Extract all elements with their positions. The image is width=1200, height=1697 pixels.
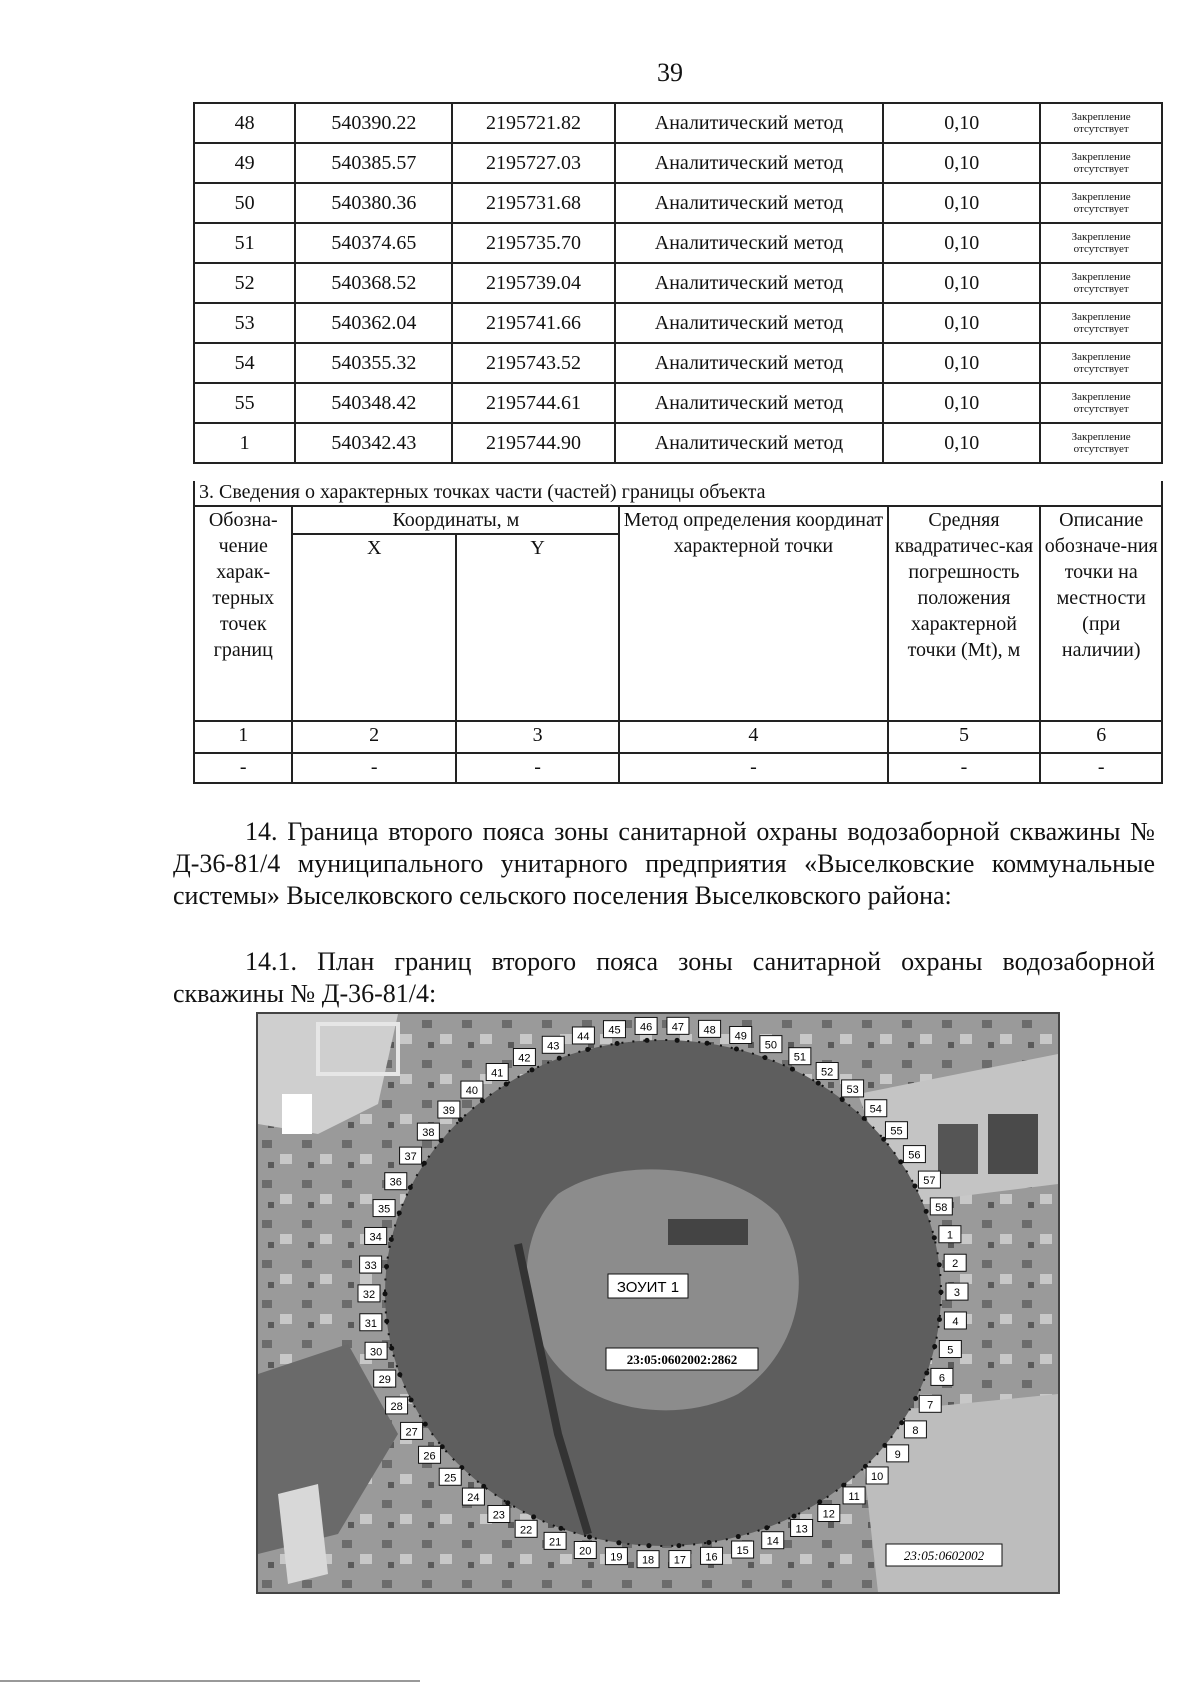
- header-y: Y: [456, 534, 619, 721]
- page-number: 39: [657, 58, 683, 87]
- point-label: 28: [390, 1400, 403, 1413]
- table-row: [194, 383, 1162, 423]
- point-label: 14: [766, 1535, 779, 1548]
- point-label: 21: [548, 1536, 562, 1549]
- cell-y: 2195744.90: [452, 423, 614, 463]
- boundary-point: [504, 1082, 509, 1087]
- boundary-point: [937, 1262, 942, 1267]
- boundary-point: [558, 1526, 563, 1531]
- boundary-point: [557, 1056, 562, 1061]
- cell-num: 1: [194, 423, 295, 463]
- cell-desc: Закрепление отсутствует: [1040, 223, 1162, 263]
- point-label: 57: [923, 1175, 936, 1188]
- boundary-point: [899, 1420, 904, 1425]
- boundary-point: [790, 1067, 795, 1072]
- boundary-point: [389, 1346, 394, 1351]
- point-label: 25: [444, 1472, 457, 1485]
- cell-desc: Закрепление отсутствует: [1040, 343, 1162, 383]
- cell-y: 2195744.61: [452, 383, 614, 423]
- boundary-point: [913, 1396, 918, 1401]
- cell-mt: 0,10: [883, 343, 1040, 383]
- boundary-point: [505, 1500, 510, 1505]
- boundary-point: [389, 1237, 394, 1242]
- empty-cell: -: [888, 753, 1041, 783]
- cell-x: 540385.57: [295, 143, 452, 183]
- boundary-point: [423, 1422, 428, 1427]
- table-row: [194, 103, 1162, 143]
- cell-x: 540348.42: [295, 383, 452, 423]
- cell-x: 540380.36: [295, 183, 452, 223]
- boundary-point: [705, 1041, 710, 1046]
- cell-num: 51: [194, 223, 295, 263]
- cell-y: 2195721.82: [452, 103, 614, 143]
- point-label: 3: [953, 1287, 961, 1300]
- point-label: 2: [952, 1258, 959, 1271]
- boundary-point: [587, 1535, 592, 1540]
- cell-num: 49: [194, 143, 295, 183]
- point-label: 24: [467, 1492, 480, 1505]
- cell-desc: Закрепление отсутствует: [1040, 143, 1162, 183]
- boundary-point: [531, 1514, 536, 1519]
- table-row: [194, 343, 1162, 383]
- boundary-point: [706, 1540, 711, 1545]
- cell-x: 540342.43: [295, 423, 452, 463]
- cell-desc: Закрепление отсутствует: [1040, 263, 1162, 303]
- cell-method: Аналитический метод: [615, 303, 884, 343]
- cell-mt: 0,10: [883, 183, 1040, 223]
- paragraph-14: [173, 816, 1155, 912]
- point-label: 4: [952, 1315, 959, 1328]
- point-label: 23: [492, 1509, 505, 1522]
- boundary-point: [840, 1097, 845, 1102]
- header-x: X: [292, 534, 455, 721]
- point-label: 41: [491, 1067, 504, 1080]
- cell-desc: Закрепление отсутствует: [1040, 383, 1162, 423]
- empty-cell: -: [1040, 753, 1162, 783]
- point-label: 19: [610, 1551, 623, 1564]
- boundary-point: [383, 1291, 388, 1296]
- cell-desc: Закрепление отсутствует: [1040, 183, 1162, 223]
- point-label: 30: [369, 1346, 383, 1359]
- boundary-point: [529, 1067, 534, 1072]
- table-row: [194, 303, 1162, 343]
- boundary-point: [932, 1235, 937, 1240]
- boundary-map: [256, 1012, 1060, 1594]
- point-label: 27: [405, 1426, 418, 1439]
- cell-y: 2195741.66: [452, 303, 614, 343]
- boundary-point: [924, 1370, 929, 1375]
- header-mt: Средняя квадратичес-кая погрешность положения характерной точки (Mt), м: [888, 506, 1041, 721]
- column-number: 1: [194, 721, 292, 753]
- column-number: 3: [456, 721, 619, 753]
- cell-num: 54: [194, 343, 295, 383]
- boundary-point: [409, 1397, 414, 1402]
- point-label: 40: [465, 1085, 479, 1098]
- paragraph-14-text: 14. Граница второго пояса зоны санитарной охраны водозаборной скважины № Д-36-81/4 муниципального унитарного предприятия «Выселковские коммунальные системы» Выселковского сельского поселения Выселковского района:: [173, 817, 1155, 910]
- point-label: 37: [404, 1151, 417, 1164]
- point-label: 6: [938, 1372, 945, 1385]
- point-label: 35: [377, 1203, 391, 1216]
- cell-num: 50: [194, 183, 295, 223]
- cell-mt: 0,10: [883, 303, 1040, 343]
- point-label: 26: [423, 1450, 436, 1463]
- point-label: 5: [947, 1344, 954, 1357]
- point-label: 34: [369, 1231, 382, 1244]
- boundary-point: [585, 1047, 590, 1052]
- cell-method: Аналитический метод: [615, 223, 884, 263]
- boundary-point: [397, 1372, 402, 1377]
- cell-y: 2195743.52: [452, 343, 614, 383]
- column-number: 4: [619, 721, 887, 753]
- boundary-point: [480, 1098, 485, 1103]
- header-method: Метод определения координат характерной точки: [619, 506, 887, 721]
- cell-num: 53: [194, 303, 295, 343]
- cell-mt: 0,10: [883, 423, 1040, 463]
- cell-method: Аналитический метод: [615, 183, 884, 223]
- boundary-point: [734, 1046, 739, 1051]
- boundary-point: [384, 1264, 389, 1269]
- boundary-point: [932, 1344, 937, 1349]
- column-number: 2: [292, 721, 455, 753]
- point-label: 13: [795, 1523, 808, 1536]
- cell-num: 55: [194, 383, 295, 423]
- quarter-label: 23:05:0602002: [903, 1548, 985, 1563]
- cell-method: Аналитический метод: [615, 143, 884, 183]
- point-label: 48: [703, 1024, 716, 1037]
- boundary-point: [912, 1184, 917, 1189]
- point-label: 55: [890, 1125, 903, 1138]
- cell-mt: 0,10: [883, 383, 1040, 423]
- point-label: 53: [846, 1083, 859, 1096]
- cell-y: 2195731.68: [452, 183, 614, 223]
- column-number: 5: [888, 721, 1041, 753]
- boundary-point: [898, 1159, 903, 1164]
- point-label: 47: [671, 1021, 685, 1034]
- table-row: [194, 143, 1162, 183]
- zone-label: ЗОУИТ 1: [616, 1279, 680, 1296]
- boundary-point: [675, 1038, 680, 1043]
- table-row: [194, 263, 1162, 303]
- section3-title: 3. Сведения о характерных точках части (частей) границы объекта: [193, 481, 1163, 505]
- boundary-point: [937, 1317, 942, 1322]
- boundary-point: [615, 1041, 620, 1046]
- point-label: 54: [869, 1103, 882, 1116]
- empty-cell: -: [456, 753, 619, 783]
- point-label: 18: [641, 1554, 655, 1567]
- boundary-point: [408, 1185, 413, 1190]
- cell-desc: Закрепление отсутствует: [1040, 103, 1162, 143]
- boundary-point: [645, 1038, 650, 1043]
- cell-num: 52: [194, 263, 295, 303]
- boundary-point: [616, 1540, 621, 1545]
- point-label: 56: [908, 1149, 921, 1162]
- boundary-point: [763, 1055, 768, 1060]
- boundary-point: [736, 1534, 741, 1539]
- cell-method: Аналитический метод: [615, 263, 884, 303]
- point-label: 46: [639, 1021, 653, 1034]
- table-row: [194, 183, 1162, 223]
- cell-mt: 0,10: [883, 103, 1040, 143]
- cell-method: Аналитический метод: [615, 343, 884, 383]
- cell-x: 540374.65: [295, 223, 452, 263]
- cell-x: 540390.22: [295, 103, 452, 143]
- point-label: 1: [946, 1229, 953, 1242]
- paragraph-14-1-text: 14.1. План границ второго пояса зоны санитарной охраны водозаборной скважины № Д-36-81/4:: [173, 947, 1155, 1008]
- point-label: 31: [364, 1317, 377, 1330]
- boundary-point: [764, 1525, 769, 1530]
- cell-method: Аналитический метод: [615, 383, 884, 423]
- point-label: 45: [608, 1024, 621, 1037]
- point-label: 43: [547, 1040, 560, 1053]
- cell-mt: 0,10: [883, 143, 1040, 183]
- paragraph-14-1: [173, 946, 1155, 1010]
- boundary-point: [397, 1211, 402, 1216]
- point-label: 22: [520, 1524, 533, 1537]
- empty-cell: -: [194, 753, 292, 783]
- point-label: 15: [736, 1545, 749, 1558]
- point-label: 29: [378, 1374, 391, 1387]
- table-row: [194, 223, 1162, 263]
- cell-x: 540355.32: [295, 343, 452, 383]
- boundary-point: [938, 1290, 943, 1295]
- cell-y: 2195739.04: [452, 263, 614, 303]
- point-label: 16: [705, 1551, 718, 1564]
- boundary-point: [422, 1161, 427, 1166]
- point-label: 49: [734, 1030, 747, 1043]
- cell-num: 48: [194, 103, 295, 143]
- point-label: 38: [422, 1127, 435, 1140]
- point-label: 7: [927, 1399, 934, 1412]
- cell-mt: 0,10: [883, 223, 1040, 263]
- boundary-point: [924, 1209, 929, 1214]
- point-label: 39: [442, 1105, 456, 1118]
- point-label: 58: [935, 1201, 948, 1214]
- boundary-point: [676, 1543, 681, 1548]
- parts-table: [193, 505, 1163, 784]
- point-label: 20: [579, 1545, 592, 1558]
- map-image: [258, 1014, 1058, 1592]
- footer-rule: [0, 1680, 420, 1682]
- point-label: 42: [518, 1052, 531, 1065]
- cell-y: 2195735.70: [452, 223, 614, 263]
- point-label: 9: [894, 1448, 901, 1461]
- table-row: [194, 423, 1162, 463]
- cell-y: 2195727.03: [452, 143, 614, 183]
- cell-x: 540362.04: [295, 303, 452, 343]
- empty-cell: -: [619, 753, 887, 783]
- cell-desc: Закрепление отсутствует: [1040, 423, 1162, 463]
- point-label: 12: [822, 1508, 835, 1521]
- point-label: 32: [362, 1288, 376, 1301]
- point-label: 10: [870, 1470, 884, 1483]
- header-desc: Описание обозначе-ния точки на местности (при наличии): [1040, 506, 1162, 721]
- point-label: 44: [577, 1030, 590, 1043]
- point-label: 11: [848, 1490, 860, 1503]
- point-label: 36: [389, 1176, 402, 1189]
- cell-x: 540368.52: [295, 263, 452, 303]
- point-label: 52: [821, 1066, 834, 1079]
- empty-cell: -: [292, 753, 455, 783]
- point-label: 33: [364, 1260, 377, 1273]
- coordinates-table: [193, 102, 1163, 464]
- header-designation: Обозна-чение харак-терных точек границ: [194, 506, 292, 721]
- boundary-point: [792, 1514, 797, 1519]
- boundary-point: [384, 1319, 389, 1324]
- column-number: 6: [1040, 721, 1162, 753]
- cell-mt: 0,10: [883, 263, 1040, 303]
- parcel-label: 23:05:0602002:2862: [626, 1352, 738, 1367]
- cell-desc: Закрепление отсутствует: [1040, 303, 1162, 343]
- cell-method: Аналитический метод: [615, 103, 884, 143]
- boundary-point: [816, 1081, 821, 1086]
- point-label: 8: [912, 1424, 919, 1437]
- header-coords: Координаты, м: [292, 506, 619, 534]
- point-label: 50: [764, 1039, 778, 1052]
- boundary-point: [646, 1543, 651, 1548]
- point-label: 51: [793, 1051, 806, 1064]
- cell-method: Аналитический метод: [615, 423, 884, 463]
- point-label: 17: [673, 1554, 687, 1567]
- boundary-point: [817, 1499, 822, 1504]
